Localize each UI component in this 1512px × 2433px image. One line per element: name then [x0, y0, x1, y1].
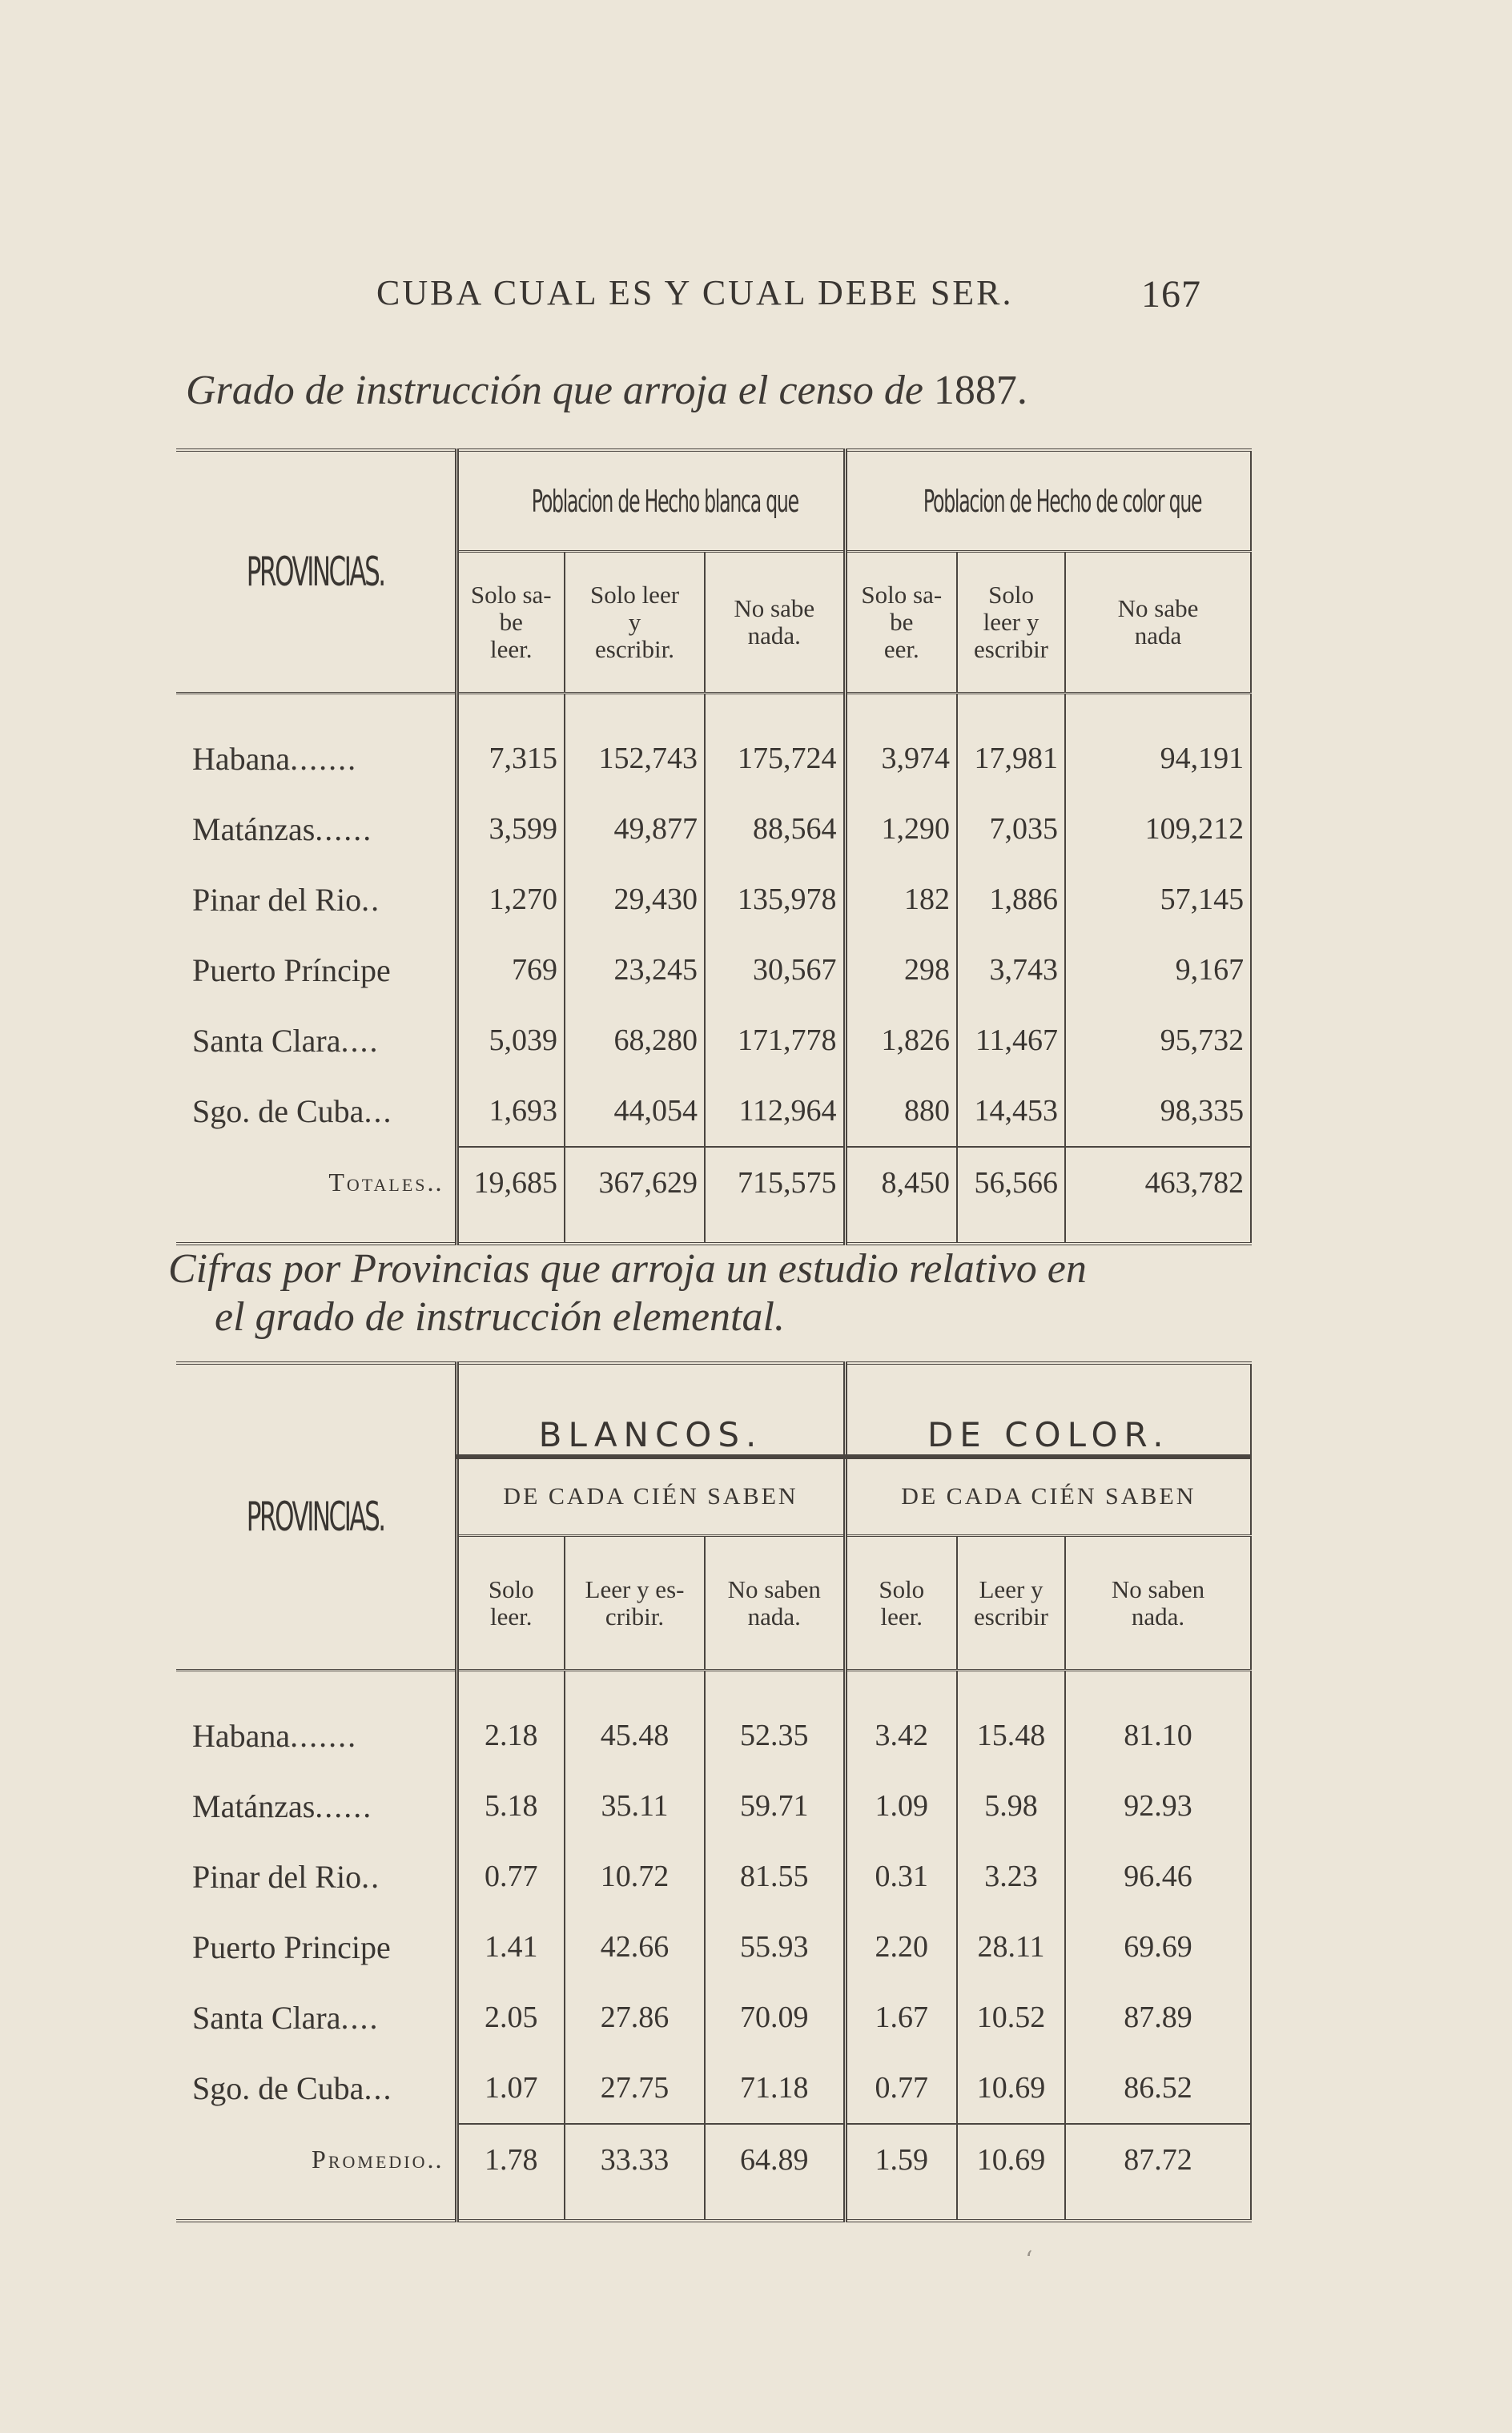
province-name [176, 935, 456, 1005]
blancos-subheader: DE CADA CIÉN SABEN [456, 1457, 845, 1536]
table-row [176, 935, 1251, 1005]
table-cell: 135,978 [705, 864, 845, 935]
blancos-header: BLANCOS. [456, 1363, 845, 1457]
dot-leader: .. [361, 881, 381, 918]
province-label: Matánzas [192, 810, 316, 847]
table-cell: 880 [845, 1076, 957, 1147]
province-name [176, 723, 456, 794]
running-title: CUBA CUAL ES Y CUAL DEBE SER. [376, 273, 1014, 312]
col2-color-no-saben: No saben nada. [1065, 1536, 1251, 1671]
dot-leader: ....... [290, 1717, 358, 1754]
table-cell: 3.42 [845, 1700, 957, 1771]
province-label: Sgo. de Cuba [192, 1093, 364, 1129]
table-cell: 10.72 [565, 1841, 705, 1912]
province-name [176, 794, 456, 864]
table-cell: 1,826 [845, 1005, 957, 1076]
table-cell: 2.20 [845, 1912, 957, 1982]
table-cell: 1.09 [845, 1771, 957, 1841]
table-cell: 33.33 [565, 2124, 705, 2195]
census-table-1887 [176, 448, 1252, 1245]
table-row [176, 1841, 1251, 1912]
dot-leader: .... [340, 1999, 380, 2036]
table-cell: 56,566 [957, 1147, 1065, 1218]
table-cell: 10.69 [957, 2053, 1065, 2124]
table-cell: 81.10 [1065, 1700, 1251, 1771]
de-color-subheader: DE CADA CIÉN SABEN [845, 1457, 1251, 1536]
dot-leader: .. [427, 2145, 444, 2174]
col-white-solo-sabe-leer: Solo sa- be leer. [456, 552, 565, 694]
table-cell: 23,245 [565, 935, 705, 1005]
table1-caption-text: Grado de instrucción que arroja el censo de [186, 368, 923, 413]
table-cell: 367,629 [565, 1147, 705, 1218]
table-cell: 35.11 [565, 1771, 705, 1841]
table-cell: 27.75 [565, 2053, 705, 2124]
table-cell: 30,567 [705, 935, 845, 1005]
table2-caption-line1: Cifras por Provincias que arroja un estudio relativo en [168, 1246, 1087, 1292]
table-row [176, 2053, 1251, 2124]
table1-caption [186, 367, 1027, 414]
provinces-header-cell [176, 450, 456, 694]
table-cell: 5,039 [456, 1005, 565, 1076]
province-name [176, 1005, 456, 1076]
col2-color-solo-leer: Solo leer. [845, 1536, 957, 1671]
province-name [176, 1076, 456, 1147]
table-row [176, 864, 1251, 935]
table-cell: 44,054 [565, 1076, 705, 1147]
provinces-header: PROVINCIAS. [246, 549, 384, 595]
province-label: Santa Clara [192, 1022, 341, 1059]
table-cell: 17,981 [957, 723, 1065, 794]
table-cell: 92.93 [1065, 1771, 1251, 1841]
col2-white-no-saben: No saben nada. [705, 1536, 845, 1671]
table-row [176, 794, 1251, 864]
table-cell: 87.72 [1065, 2124, 1251, 2195]
table-cell: 182 [845, 864, 957, 935]
province-name [176, 1700, 456, 1771]
province-label: Habana [192, 740, 291, 777]
table-cell: 98,335 [1065, 1076, 1251, 1147]
table-cell: 2.05 [456, 1982, 565, 2053]
table-cell: 27.86 [565, 1982, 705, 2053]
percentage-table [176, 1361, 1252, 2222]
table-cell: 0.31 [845, 1841, 957, 1912]
table-cell: 463,782 [1065, 1147, 1251, 1218]
table2-caption-line2: el grado de instrucción elemental. [215, 1294, 785, 1340]
col-color-solo-sabe-leer: Solo sa- be eer. [845, 552, 957, 694]
province-label: Promedio [312, 2145, 428, 2174]
table-cell: 152,743 [565, 723, 705, 794]
table-cell: 87.89 [1065, 1982, 1251, 2053]
table-cell: 42.66 [565, 1912, 705, 1982]
table-cell: 1,886 [957, 864, 1065, 935]
table-cell: 52.35 [705, 1700, 845, 1771]
col-color-leer-escribir: Solo leer y escribir [957, 552, 1065, 694]
table-row [176, 723, 1251, 794]
province-name [176, 1147, 456, 1218]
ink-speck: ʻ [1025, 2246, 1033, 2274]
table-cell: 95,732 [1065, 1005, 1251, 1076]
dot-leader: .... [340, 1022, 380, 1059]
province-label: Habana [192, 1717, 291, 1754]
table-cell: 298 [845, 935, 957, 1005]
table-cell: 109,212 [1065, 794, 1251, 864]
table-cell: 49,877 [565, 794, 705, 864]
col2-color-leer-escribir: Leer y escribir [957, 1536, 1065, 1671]
col-white-leer-escribir: Solo leer y escribir. [565, 552, 705, 694]
provinces-header-cell-2 [176, 1363, 456, 1671]
table-cell: 3,743 [957, 935, 1065, 1005]
province-label: Puerto Príncipe [192, 951, 391, 988]
table-cell: 171,778 [705, 1005, 845, 1076]
table-cell: 15.48 [957, 1700, 1065, 1771]
table-cell: 64.89 [705, 2124, 845, 2195]
dot-leader: ...... [315, 1788, 373, 1824]
table-cell: 3.23 [957, 1841, 1065, 1912]
table-cell: 1,270 [456, 864, 565, 935]
table-cell: 1.67 [845, 1982, 957, 2053]
dot-leader: .. [361, 1858, 381, 1895]
table-cell: 28.11 [957, 1912, 1065, 1982]
table-cell: 57,145 [1065, 864, 1251, 935]
table-cell: 1.41 [456, 1912, 565, 1982]
table-row [176, 1700, 1251, 1771]
province-label: Santa Clara [192, 1999, 341, 2036]
table-cell: 19,685 [456, 1147, 565, 1218]
table-cell: 29,430 [565, 864, 705, 935]
province-label: Puerto Principe [192, 1928, 391, 1965]
col2-white-solo-leer: Solo leer. [456, 1536, 565, 1671]
color-population-header: Poblacion de Hecho de color que [922, 450, 1173, 552]
table-cell: 59.71 [705, 1771, 845, 1841]
table-cell: 45.48 [565, 1700, 705, 1771]
province-name [176, 864, 456, 935]
table-cell: 1.07 [456, 2053, 565, 2124]
provinces-header-2: PROVINCIAS. [246, 1494, 384, 1540]
table-row [176, 1982, 1251, 2053]
province-name [176, 2053, 456, 2124]
table-cell: 7,035 [957, 794, 1065, 864]
dot-leader: .. [427, 1168, 444, 1196]
table-cell: 5.98 [957, 1771, 1065, 1841]
table-cell: 3,599 [456, 794, 565, 864]
province-name [176, 1982, 456, 2053]
white-population-header: Poblacion de Hecho blanca que [530, 450, 771, 552]
table-cell: 715,575 [705, 1147, 845, 1218]
table-cell: 94,191 [1065, 723, 1251, 794]
table-cell: 3,974 [845, 723, 957, 794]
province-label: Pinar del Rio [192, 881, 362, 918]
table-cell: 1.59 [845, 2124, 957, 2195]
table-cell: 0.77 [456, 1841, 565, 1912]
province-label: Matánzas [192, 1788, 316, 1824]
col-color-no-sabe: No sabe nada [1065, 552, 1251, 694]
table-cell: 81.55 [705, 1841, 845, 1912]
table-cell: 769 [456, 935, 565, 1005]
de-color-header: DE COLOR. [845, 1363, 1251, 1457]
table-cell: 0.77 [845, 2053, 957, 2124]
table-cell: 1,693 [456, 1076, 565, 1147]
table-cell: 88,564 [705, 794, 845, 864]
dot-leader: ....... [290, 740, 358, 777]
table-cell: 71.18 [705, 2053, 845, 2124]
table-cell: 5.18 [456, 1771, 565, 1841]
province-name [176, 1912, 456, 1982]
totals-row [176, 1147, 1251, 1218]
table-row [176, 1771, 1251, 1841]
table-cell: 7,315 [456, 723, 565, 794]
dot-leader: ...... [315, 810, 373, 847]
dot-leader: ... [364, 2070, 393, 2106]
col-white-no-sabe: No sabe nada. [705, 552, 845, 694]
province-name [176, 1771, 456, 1841]
page-number: 167 [1141, 273, 1201, 316]
table-cell: 10.52 [957, 1982, 1065, 2053]
table1-caption-year: 1887. [933, 368, 1027, 413]
table-cell: 11,467 [957, 1005, 1065, 1076]
table-cell: 175,724 [705, 723, 845, 794]
table-cell: 86.52 [1065, 2053, 1251, 2124]
province-label: Pinar del Rio [192, 1858, 362, 1895]
table-cell: 8,450 [845, 1147, 957, 1218]
table-row [176, 1076, 1251, 1147]
province-label: Totales [328, 1168, 428, 1196]
province-name [176, 2124, 456, 2195]
table-cell: 14,453 [957, 1076, 1065, 1147]
dot-leader: ... [364, 1093, 393, 1129]
table-cell: 2.18 [456, 1700, 565, 1771]
table-row [176, 1005, 1251, 1076]
table-row [176, 1912, 1251, 1982]
table-cell: 68,280 [565, 1005, 705, 1076]
table-cell: 70.09 [705, 1982, 845, 2053]
province-label: Sgo. de Cuba [192, 2070, 364, 2106]
table-cell: 69.69 [1065, 1912, 1251, 1982]
col2-white-leer-escribir: Leer y es- cribir. [565, 1536, 705, 1671]
table-cell: 112,964 [705, 1076, 845, 1147]
average-row [176, 2124, 1251, 2195]
table-cell: 10.69 [957, 2124, 1065, 2195]
table-cell: 1,290 [845, 794, 957, 864]
table-cell: 96.46 [1065, 1841, 1251, 1912]
province-name [176, 1841, 456, 1912]
table-cell: 1.78 [456, 2124, 565, 2195]
table-cell: 9,167 [1065, 935, 1251, 1005]
table-cell: 55.93 [705, 1912, 845, 1982]
